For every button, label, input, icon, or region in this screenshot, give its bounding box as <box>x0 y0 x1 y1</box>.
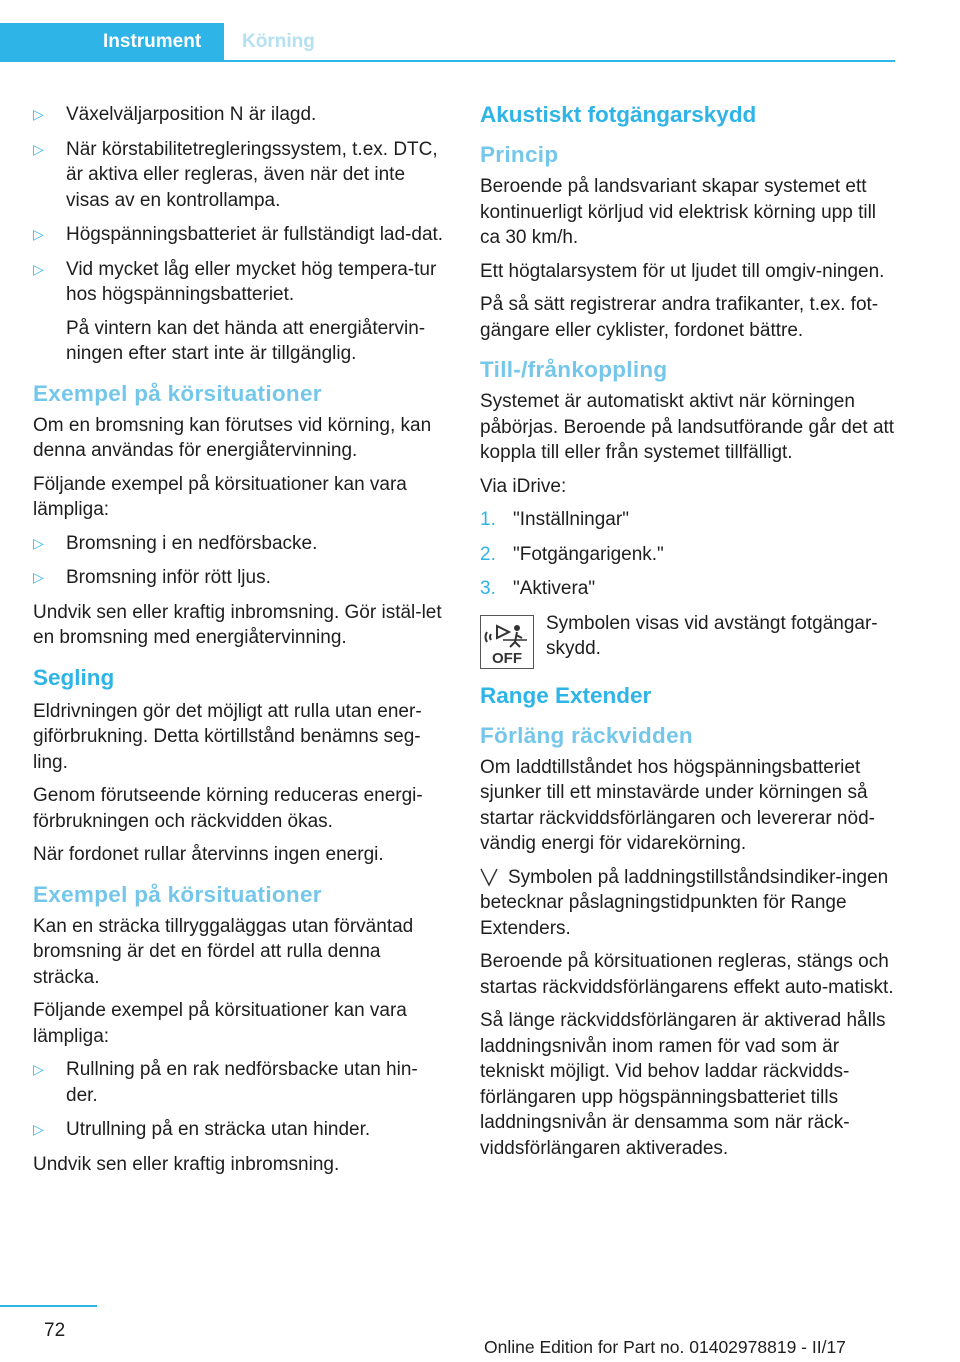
paragraph: Systemet är automatiskt aktivt när körningen påbörjas. Beroende på landsutförande går det att koppla till eller från systemet tillfälligt. <box>480 391 895 463</box>
paragraph: Ett högtalarsystem för ut ljudet till omgiv‐ningen. <box>480 260 885 282</box>
page-number: 72 <box>44 1320 66 1341</box>
paragraph: Symbolen på laddningstillståndsindiker‐ingen betecknar påslagningstidpunkten för Range Extenders. <box>480 866 889 939</box>
section-heading: Range Extender <box>480 682 652 708</box>
list-item: ▷ Bromsning i en nedförsbacke. <box>33 531 448 557</box>
left-column <box>33 102 448 1185</box>
numbered-list <box>480 507 895 602</box>
tab-korning[interactable]: Körning <box>242 31 315 52</box>
bullet-list <box>33 1057 448 1143</box>
list-item: ▷ När körstabilitetregleringssystem, t.ex. DTC, är aktiva eller regleras, även när det inte visas av en kontrollampa. <box>33 138 438 211</box>
paragraph: Via iDrive: <box>480 475 567 497</box>
symbol-row <box>480 611 895 669</box>
svg-text:OFF: OFF <box>492 649 522 667</box>
list-item: ▷ Högspänningsbatteriet är fullständigt lad‐dat. <box>33 222 448 248</box>
triangle-bullet-icon: ▷ <box>33 140 44 157</box>
paragraph: Undvik sen eller kraftig inbromsning. Gör istäl‐let en bromsning med energiåtervinning. <box>33 601 442 648</box>
triangle-bullet-icon: ▷ <box>33 106 44 122</box>
paragraph: Symbolen visas vid avstängt fotgängar‐skydd. <box>546 612 878 659</box>
section-heading: Till-/frånkoppling <box>480 357 668 382</box>
paragraph: Beroende på körsituationen regleras, stängs och startas räckviddsförlängarens effekt auto‐matiskt. <box>480 951 894 998</box>
section-heading: Exempel på körsituationer <box>33 380 322 406</box>
triangle-bullet-icon: ▷ <box>33 569 44 585</box>
section-heading: Exempel på körsituationer <box>33 881 322 907</box>
triangle-bullet-icon: ▷ <box>33 226 44 242</box>
range-extender-marker-icon <box>480 867 498 887</box>
paragraph: Beroende på landsvariant skapar systemet ett kontinuerligt körljud vid elektrisk körning upp till ca 30 km/h. <box>480 176 877 248</box>
header-rule <box>0 60 895 62</box>
section-heading: Princip <box>480 142 559 167</box>
paragraph: Om en bromsning kan förutses vid körning, kan denna användas för energiåtervinning. <box>33 414 432 461</box>
paragraph: Undvik sen eller kraftig inbromsning. <box>33 1153 340 1175</box>
paragraph: Följande exempel på körsituationer kan vara lämpliga: <box>33 1000 407 1047</box>
list-item: ▷ Rullning på en rak nedförsbacke utan hin‐der. <box>33 1059 418 1106</box>
paragraph: Eldrivningen gör det möjligt att rulla utan ener‐giförbrukning. Detta körtillstånd benämns seg‐ling. <box>33 700 422 773</box>
footer-rule <box>0 1305 97 1307</box>
bullet-list-top <box>33 102 448 367</box>
list-item-note: På vintern kan det hända att energiåtervin‐ningen efter start inte är tillgänglig. <box>66 317 426 364</box>
list-item: ▷ Utrullning på en sträcka utan hinder. <box>33 1117 448 1143</box>
triangle-bullet-icon: ▷ <box>33 1121 44 1137</box>
triangle-bullet-icon: ▷ <box>33 260 44 277</box>
list-item: 1. "Inställningar" <box>480 509 629 530</box>
list-item: 2. "Fotgängarigenk." <box>480 543 664 565</box>
paragraph: På så sätt registrerar andra trafikanter, t.ex. fot‐gängare eller cyklister, fordonet bättre. <box>480 294 879 341</box>
pedestrian-off-icon <box>480 615 534 669</box>
paragraph: Genom förutseende körning reduceras energi‐förbrukningen och räckvidden ökas. <box>33 785 423 832</box>
paragraph: Om laddtillståndet hos högspänningsbatteriet sjunker till ett minstavärde under körningen så startar räckviddsförlängaren och levererar nöd‐vändig energi för vidarekörning. <box>480 756 875 854</box>
list-item: 3. "Aktivera" <box>480 578 596 599</box>
list-item: ▷ Bromsning inför rött ljus. <box>33 565 448 591</box>
section-heading: Segling <box>33 664 115 690</box>
paragraph: Så länge räckviddsförlängaren är aktiverad hålls laddningsnivån inom ramen för vad som är tekniskt möjligt. Vid behov laddar räckvidds‐förlängaren upp högspänningsbatteriet tills laddningsnivån är densamma som när räck‐viddsförlängaren aktiverades. <box>480 1010 886 1159</box>
paragraph: När fordonet rullar återvinns ingen energi. <box>33 844 384 865</box>
section-heading: Förläng räckvidden <box>480 722 693 748</box>
paragraph: Följande exempel på körsituationer kan vara lämpliga: <box>33 473 407 520</box>
list-item: ▷ Växelväljarposition N är ilagd. <box>33 102 448 128</box>
triangle-bullet-icon: ▷ <box>33 1061 44 1077</box>
triangle-bullet-icon: ▷ <box>33 534 44 551</box>
list-item: ▷ Vid mycket låg eller mycket hög tempera‐tur hos högspänningsbatteriet. På vintern kan det hända att energiåtervin‐ningen efter start inte är tillgänglig. <box>33 257 448 367</box>
footer-edition: Online Edition for Part no. 01402978819 - II/17 <box>484 1337 846 1357</box>
tab-instrument[interactable]: Instrument <box>103 31 202 52</box>
right-column <box>480 102 895 1169</box>
section-heading: Akustiskt fotgängarskydd <box>480 102 757 127</box>
bullet-list <box>33 531 448 591</box>
paragraph: Kan en sträcka tillryggaläggas utan förväntad bromsning är det en fördel att rulla denna sträcka. <box>33 915 414 988</box>
